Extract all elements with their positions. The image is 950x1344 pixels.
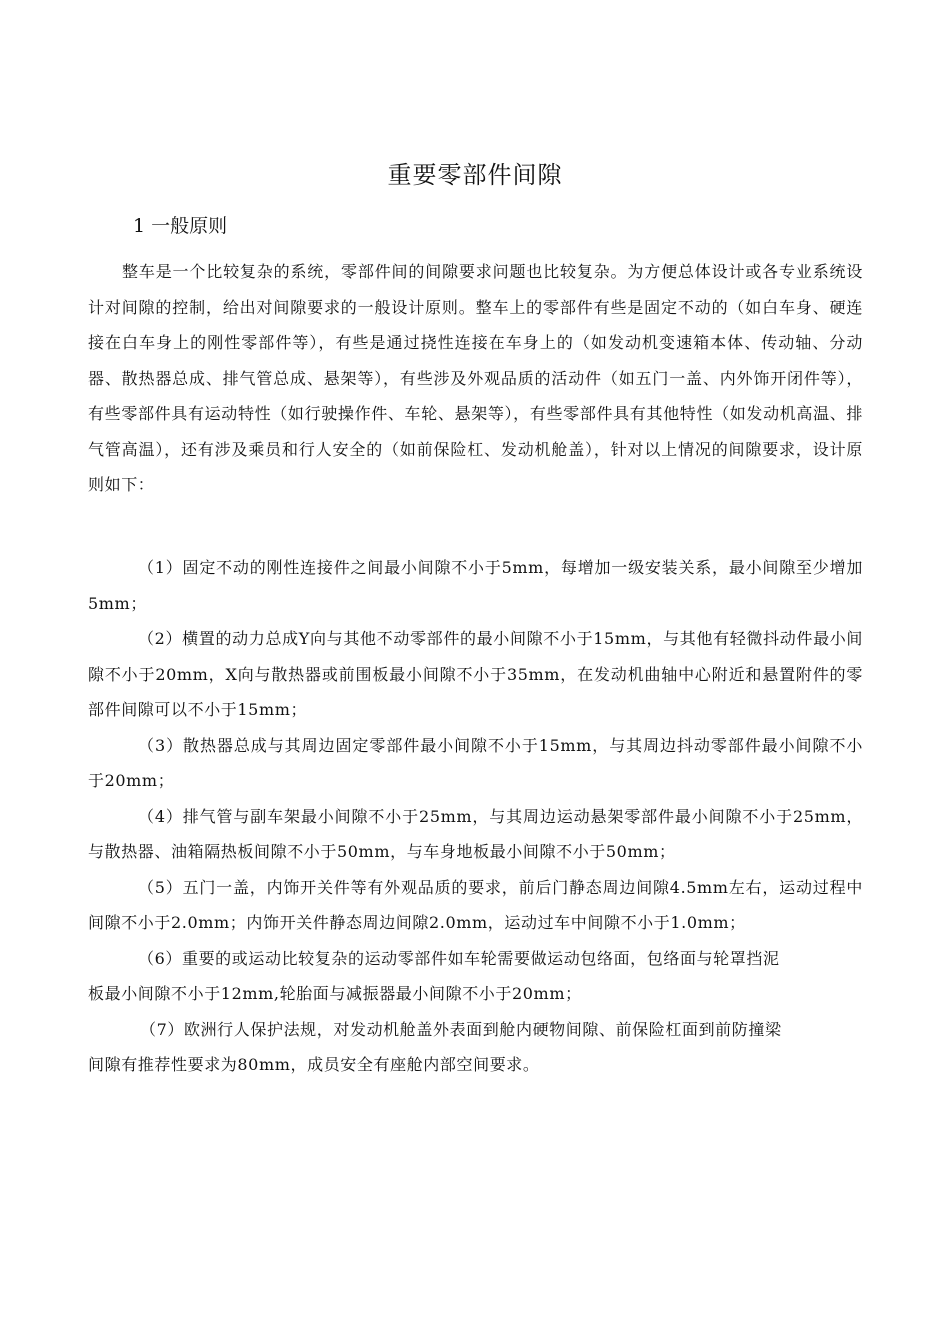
list-item-line: （7）欧洲行人保护法规，对发动机舱盖外表面到舱内硬物间隙、前保险杠面到前防撞梁 (140, 1019, 782, 1039)
list-item (88, 941, 863, 1012)
list-item: （4）排气管与副车架最小间隙不小于25mm，与其周边运动悬架零部件最小间隙不小于25mm，与散热器、油箱隔热板间隙不小于50mm，与车身地板最小间隙不小于50mm； (88, 806, 863, 861)
list-item: （1）固定不动的刚性连接件之间最小间隙不小于5mm，每增加一级安装关系，最小间隙至少增加5mm； (88, 558, 863, 613)
intro-block (88, 254, 863, 503)
intro-paragraph: 整车是一个比较复杂的系统，零部件间的间隙要求问题也比较复杂。为方便总体设计或各专业系统设计对间隙的控制，给出对间隙要求的一般设计原则。整车上的零部件有些是固定不动的（如白车身、硬连接在白车身上的刚性零部件等），有些是通过挠性连接在车身上的（如发动机变速箱本体、传动轴、分动器、散热器总成、排气管总成、悬架等），有些涉及外观品质的活动件（如五门一盖、内外饰开闭件等），有些零部件具有运动特性（如行驶操作件、车轮、悬架等），有些零部件具有其他特性（如发动机高温、排气管高温），还有涉及乘员和行人安全的（如前保险杠、发动机舱盖），针对以上情况的间隙要求，设计原则如下： (88, 262, 863, 494)
principles-list (88, 550, 863, 1083)
list-item-line: 板最小间隙不小于12mm,轮胎面与减振器最小间隙不小于20mm； (88, 984, 582, 1003)
section-heading: 1 一般原则 (133, 215, 228, 237)
list-item-line: 间隙有推荐性要求为80mm，成员安全有座舱内部空间要求。 (88, 1055, 540, 1074)
list-item: （5）五门一盖，内饰开关件等有外观品质的要求，前后门静态周边间隙4.5mm左右，运动过程中间隙不小于2.0mm；内饰开关件静态周边间隙2.0mm，运动过车中间隙不小于1.0mm； (88, 877, 863, 932)
list-item (88, 1012, 863, 1083)
list-item: （2）横置的动力总成Y向与其他不动零部件的最小间隙不小于15mm，与其他有轻微抖动件最小间隙不小于20mm，X向与散热器或前围板最小间隙不小于35mm，在发动机曲轴中心附近和悬置附件的零部件间隙可以不小于15mm； (88, 629, 863, 719)
list-item-line: （6）重要的或运动比较复杂的运动零部件如车轮需要做运动包络面，包络面与轮罩挡泥 (138, 948, 780, 968)
list-item: （3）散热器总成与其周边固定零部件最小间隙不小于15mm，与其周边抖动零部件最小间隙不小于20mm； (88, 735, 863, 790)
page-title: 重要零部件间隙 (387, 161, 563, 189)
